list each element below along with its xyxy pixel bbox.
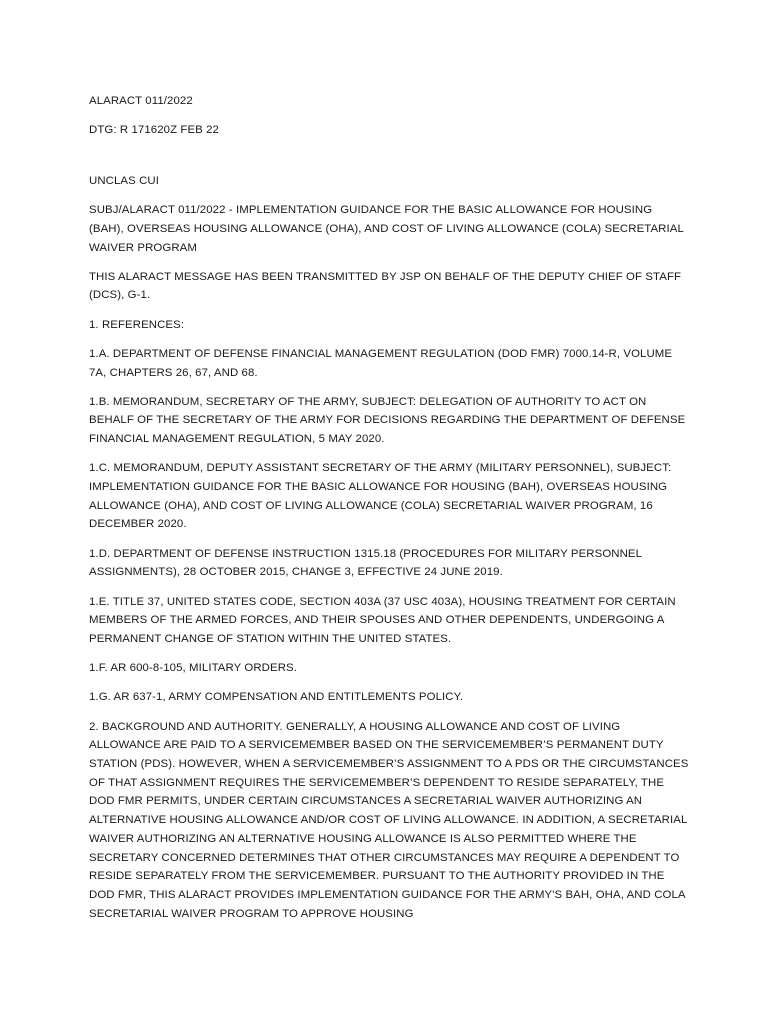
reference-item: 1.C. MEMORANDUM, DEPUTY ASSISTANT SECRETARY OF THE ARMY (MILITARY PERSONNEL), SUBJECT: IMPLEMENTATION GUIDANCE FOR THE BASIC ALLOWANCE FOR HOUSING (BAH), OVERSEAS HOUSING ALLOWANCE (OHA), AND COST OF LIVING ALLOWANCE (COLA) SECRETARIAL WAIVER PROGRAM, 16 DECEMBER 2020.: [89, 462, 672, 531]
reference-item: 1.A. DEPARTMENT OF DEFENSE FINANCIAL MANAGEMENT REGULATION (DOD FMR) 7000.14-R, VOLUME 7A, CHAPTERS 26, 67, AND 68.: [89, 347, 673, 379]
classification-marking: UNCLAS CUI: [89, 174, 159, 187]
subject-line: SUBJ/ALARACT 011/2022 - IMPLEMENTATION GUIDANCE FOR THE BASIC ALLOWANCE FOR HOUSING (BAH), OVERSEAS HOUSING ALLOWANCE (OHA), AND COST OF LIVING ALLOWANCE (COLA) SECRETARIAL WAIVER PROGRAM: [89, 204, 684, 254]
date-time-group: DTG: R 171620Z FEB 22: [89, 124, 219, 137]
reference-item: 1.D. DEPARTMENT OF DEFENSE INSTRUCTION 1315.18 (PROCEDURES FOR MILITARY PERSONNEL ASSIGNMENTS), 28 OCTOBER 2015, CHANGE 3, EFFECTIVE 24 JUNE 2019.: [89, 547, 642, 579]
reference-item: 1.G. AR 637-1, ARMY COMPENSATION AND ENTITLEMENTS POLICY.: [89, 691, 464, 704]
transmittal-statement: THIS ALARACT MESSAGE HAS BEEN TRANSMITTED BY JSP ON BEHALF OF THE DEPUTY CHIEF OF STAFF (DCS), G-1.: [89, 270, 682, 302]
reference-item: 1.F. AR 600-8-105, MILITARY ORDERS.: [89, 662, 297, 675]
reference-item: 1.B. MEMORANDUM, SECRETARY OF THE ARMY, SUBJECT: DELEGATION OF AUTHORITY TO ACT ON BEHALF OF THE SECRETARY OF THE ARMY FOR DECISIONS REGARDING THE DEPARTMENT OF DEFENSE FINANCIAL MANAGEMENT REGULATION, 5 MAY 2020.: [89, 395, 686, 446]
document-body: [89, 92, 689, 934]
reference-item: 1.E. TITLE 37, UNITED STATES CODE, SECTION 403A (37 USC 403A), HOUSING TREATMENT FOR CERTAIN MEMBERS OF THE ARMED FORCES, AND THEIR SPOUSES AND OTHER DEPENDENTS, UNDERGOING A PERMANENT CHANGE OF STATION WITHIN THE UNITED STATES.: [89, 595, 676, 645]
background-paragraph: 2. BACKGROUND AND AUTHORITY. GENERALLY, A HOUSING ALLOWANCE AND COST OF LIVING ALLOWANCE ARE PAID TO A SERVICEMEMBER BASED ON THE SERVICEMEMBER’S PERMANENT DUTY STATION (PDS). HOWEVER, WHEN A SERVICEMEMBER’S ASSIGNMENT TO A PDS OR THE CIRCUMSTANCES OF THAT ASSIGNMENT REQUIRES THE SERVICEMEMBER’S DEPENDENT TO RESIDE SEPARATELY, THE DOD FMR PERMITS, UNDER CERTAIN CIRCUMSTANCES A SECRETARIAL WAIVER AUTHORIZING AN ALTERNATIVE HOUSING ALLOWANCE AND/OR COST OF LIVING ALLOWANCE. IN ADDITION, A SECRETARIAL WAIVER AUTHORIZING AN ALTERNATIVE HOUSING ALLOWANCE IS ALSO PERMITTED WHERE THE SECRETARY CONCERNED DETERMINES THAT OTHER CIRCUMSTANCES MAY REQUIRE A DEPENDENT TO RESIDE SEPARATELY FROM THE SERVICEMEMBER. PURSUANT TO THE AUTHORITY PROVIDED IN THE DOD FMR, THIS ALARACT PROVIDES IMPLEMENTATION GUIDANCE FOR THE ARMY'S BAH, OHA, AND COLA SECRETARIAL WAIVER PROGRAM TO APPROVE HOUSING: [89, 720, 689, 920]
message-id: ALARACT 011/2022: [89, 95, 193, 107]
references-heading: 1. REFERENCES:: [89, 318, 185, 331]
